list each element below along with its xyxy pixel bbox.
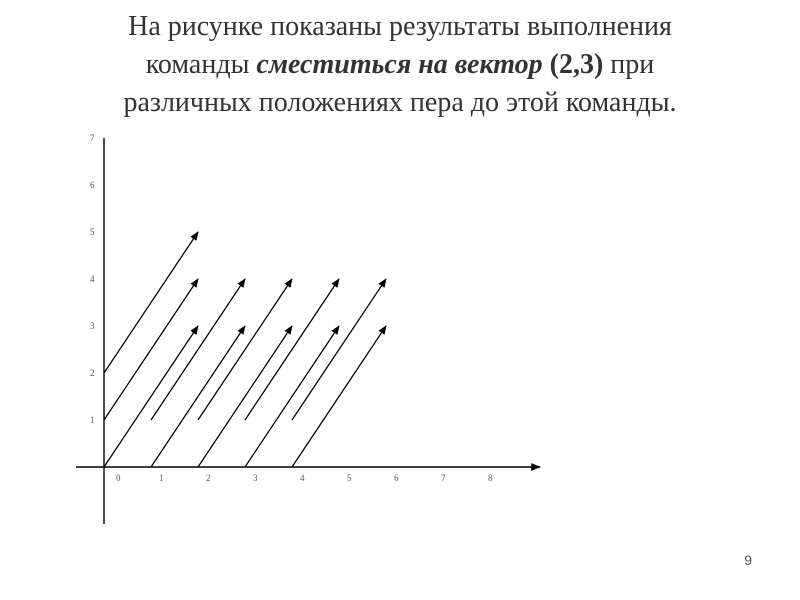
vector-arrow [292,279,386,420]
vector-arrow [151,279,245,420]
x-tick-label: 3 [253,473,258,483]
x-tick-label: 1 [159,473,164,483]
y-tick-label: 7 [90,133,95,143]
vector-arrow [292,326,386,467]
x-tick-labels [116,473,493,483]
slide-number: 9 [744,552,752,568]
x-tick-label: 4 [300,473,305,483]
command-name: сместиться на вектор [256,49,543,80]
vector-arrow [104,232,198,373]
title-line-3: различных положениях пера до этой команды. [123,87,677,118]
vector-arrow [104,326,198,467]
x-tick-label: 7 [441,473,446,483]
vector-arrow [198,279,292,420]
title-line-2-suffix: при [603,49,655,80]
title-line-2-prefix: команды [145,49,257,80]
vector-arrow [198,326,292,467]
y-tick-label: 5 [90,227,95,237]
y-tick-label: 4 [90,274,95,284]
y-tick-label: 2 [90,368,95,378]
y-tick-label: 3 [90,321,95,331]
y-tick-label: 6 [90,180,95,190]
x-tick-label: 0 [116,473,121,483]
vector-arrows [104,232,386,467]
vector-arrow [245,279,339,420]
y-tick-label: 1 [90,415,95,425]
vector-arrow [104,279,198,420]
vector-value: (2,3) [542,49,604,80]
vector-arrow [245,326,339,467]
y-tick-labels [90,133,95,425]
x-tick-label: 5 [347,473,352,483]
title-line-1: На рисунке показаны результаты выполнения [128,11,672,42]
x-tick-label: 8 [488,473,493,483]
x-tick-label: 6 [394,473,399,483]
vector-arrow [151,326,245,467]
x-tick-label: 2 [206,473,211,483]
